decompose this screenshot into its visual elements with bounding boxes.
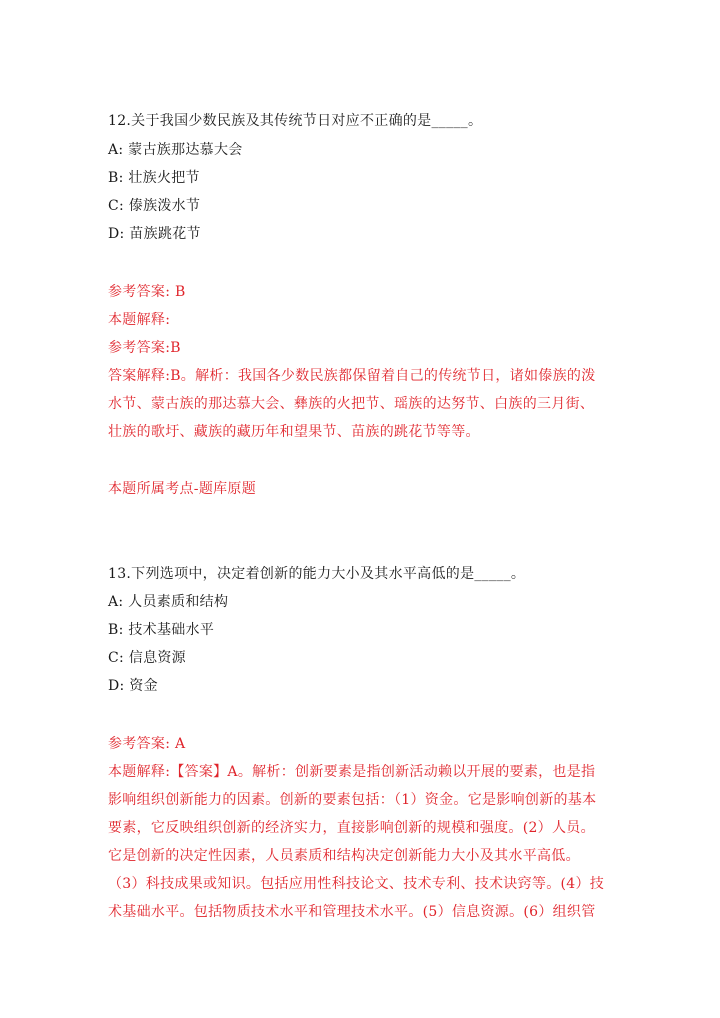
question-13-text: 13.下列选项中，决定着创新的能力大小及其水平高低的是_____。: [108, 566, 526, 582]
q12-answer-repeat: 参考答案:B: [108, 340, 181, 356]
q13-explanation-line-1: 本题解释:【答案】A。解析：创新要素是指创新活动赖以开展的要素，也是指: [108, 764, 596, 780]
q12-option-d: D: 苗族跳花节: [108, 226, 201, 242]
q12-explanation-line-3: 壮族的歌圩、藏族的藏历年和望果节、苗族的跳花节等等。: [108, 424, 480, 440]
q12-answer: 参考答案: B: [108, 284, 186, 300]
q13-answer: 参考答案: A: [108, 736, 186, 752]
question-12-text: 12.关于我国少数民族及其传统节日对应不正确的是_____。: [108, 113, 483, 129]
q13-option-b: B: 技术基础水平: [108, 622, 215, 638]
q13-explanation-line-6: 术基础水平。包括物质技术水平和管理技术水平。(5）信息资源。(6）组织管: [108, 904, 596, 920]
q13-explanation-line-5: （3）科技成果或知识。包括应用性科技论文、技术专利、技术诀窍等。(4）技: [108, 876, 605, 892]
q12-option-b: B: 壮族火把节: [108, 170, 200, 186]
q13-explanation-line-2: 影响组织创新能力的因素。创新的要素包括：（1）资金。它是影响创新的基本: [108, 792, 597, 808]
q13-option-c: C: 信息资源: [108, 650, 186, 666]
q12-explain-label: 本题解释:: [108, 312, 171, 328]
q13-option-a: A: 人员素质和结构: [108, 594, 229, 610]
q12-explanation-line-1: 答案解释:B。解析：我国各少数民族都保留着自己的传统节日，诸如傣族的泼: [108, 368, 596, 384]
q12-source: 本题所属考点-题库原题: [108, 481, 257, 497]
q12-explanation-line-2: 水节、蒙古族的那达慕大会、彝族的火把节、瑶族的达努节、白族的三月街、: [108, 396, 595, 412]
q12-option-c: C: 傣族泼水节: [108, 198, 201, 214]
q13-explanation-line-4: 它是创新的决定性因素，人员素质和结构决定创新能力大小及其水平高低。: [108, 848, 580, 864]
q13-option-d: D: 资金: [108, 678, 158, 694]
q12-option-a: A: 蒙古族那达慕大会: [108, 142, 243, 158]
q13-explanation-line-3: 要素，它反映组织创新的经济实力，直接影响创新的规模和强度。(2）人员。: [108, 820, 595, 836]
